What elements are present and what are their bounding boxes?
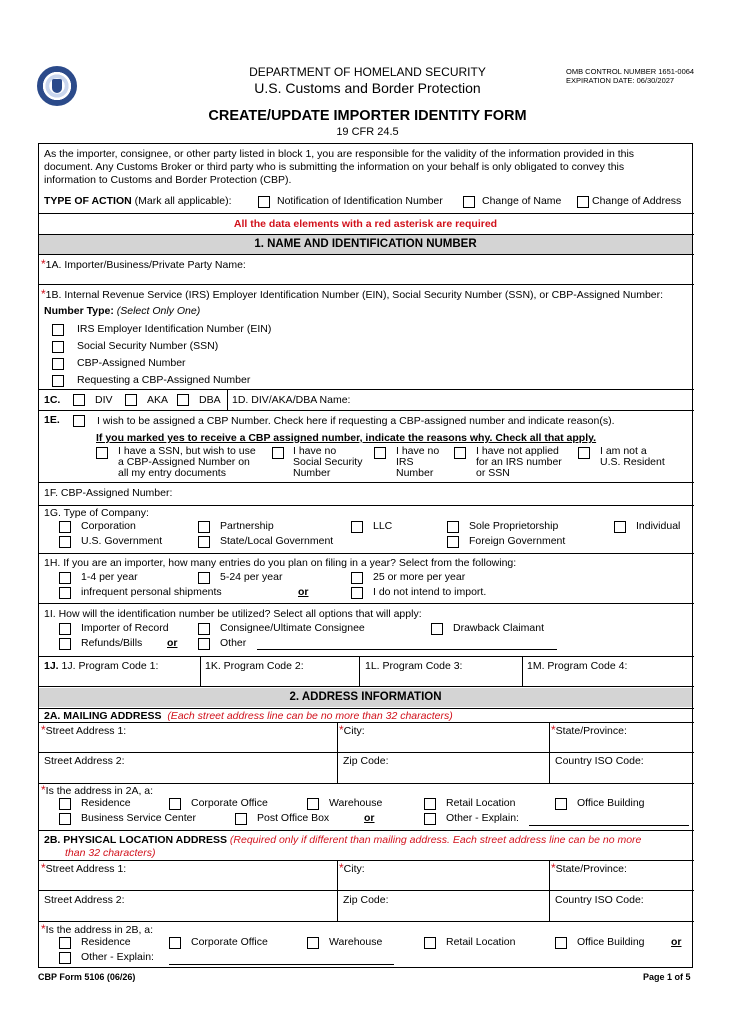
checkbox-consignee[interactable] xyxy=(198,623,210,635)
checkbox-refunds-bills[interactable] xyxy=(59,638,71,650)
checkbox-label: Foreign Government xyxy=(469,535,566,547)
intro-text: information to Customs and Border Protection (CBP). xyxy=(44,174,292,186)
checkbox-label: AKA xyxy=(147,394,169,406)
checkbox-label: Importer of Record xyxy=(81,622,169,634)
physical-state-label: *State/Province: xyxy=(551,861,627,875)
or-label: or xyxy=(364,812,375,824)
checkbox-label: Change of Address xyxy=(592,195,682,207)
q1h-label: 1H. If you are an importer, how many entries do you plan on filing in a year? Select from the following: xyxy=(44,557,517,569)
is-2a-label: *Is the address in 2A, a: xyxy=(41,783,154,797)
q2b-label: 2B. PHYSICAL LOCATION ADDRESS (Required only if different than mailing address. Each street address line can be no more xyxy=(44,834,642,846)
agency-name: U.S. Customs and Border Protection xyxy=(254,80,481,96)
q1g-label: 1G. Type of Company: xyxy=(44,507,149,519)
checkbox-label: Residence xyxy=(81,936,131,948)
is-2b-label: *Is the address in 2B, a: xyxy=(41,922,154,936)
q1k-label: 1K. Program Code 2: xyxy=(205,660,304,672)
checkbox-label: Corporate Office xyxy=(191,936,268,948)
checkbox-2a-business-service[interactable] xyxy=(59,813,71,825)
checkbox-label: CBP-Assigned Number xyxy=(77,357,186,369)
checkbox-label: Consignee/Ultimate Consignee xyxy=(220,622,365,634)
checkbox-change-address[interactable] xyxy=(577,196,589,208)
checkbox-llc[interactable] xyxy=(351,521,363,533)
checkbox-label: DIV xyxy=(95,394,113,406)
checkbox-label: Change of Name xyxy=(482,195,562,207)
form-number: CBP Form 5106 (06/26) xyxy=(38,972,136,982)
checkbox-do-not-import[interactable] xyxy=(351,587,363,599)
checkbox-2a-corporate-office[interactable] xyxy=(169,798,181,810)
number-type-label: Number Type: (Select Only One) xyxy=(44,305,201,317)
checkbox-label: Warehouse xyxy=(329,936,383,948)
checkbox-request-cbp-number[interactable] xyxy=(73,415,85,427)
q1i-label: 1I. How will the identification number be utilized? Select all options that will apply: xyxy=(44,608,422,620)
required-note: All the data elements with a red asterisk are required xyxy=(233,218,498,230)
checkbox-importer-of-record[interactable] xyxy=(59,623,71,635)
checkbox-notification[interactable] xyxy=(258,196,270,208)
physical-street2-label: Street Address 2: xyxy=(44,894,125,906)
checkbox-2a-po-box[interactable] xyxy=(235,813,247,825)
checkbox-ein[interactable] xyxy=(52,324,64,336)
checkbox-label: Other xyxy=(220,637,247,649)
physical-city-label: *City: xyxy=(339,861,365,875)
checkbox-label: I do not intend to import. xyxy=(373,586,487,598)
checkbox-partnership[interactable] xyxy=(198,521,210,533)
checkbox-change-name[interactable] xyxy=(463,196,475,208)
checkbox-aka[interactable] xyxy=(125,394,137,406)
checkbox-label: 5-24 per year xyxy=(220,571,283,583)
q1a-label: *1A. Importer/Business/Private Party Name: xyxy=(41,257,246,271)
page-number: Page 1 of 5 xyxy=(643,972,691,982)
checkbox-reason-ssn-use-cbp[interactable] xyxy=(96,447,108,459)
checkbox-sole-proprietorship[interactable] xyxy=(447,521,459,533)
checkbox-foreign-government[interactable] xyxy=(447,536,459,548)
q1m-label: 1M. Program Code 4: xyxy=(527,660,628,672)
checkbox-reason-not-us-resident[interactable] xyxy=(578,447,590,459)
other-use-input-line[interactable] xyxy=(257,649,557,650)
section-1-heading: 1. NAME AND IDENTIFICATION NUMBER xyxy=(39,235,692,254)
mailing-country-label: Country ISO Code: xyxy=(555,755,644,767)
checkbox-label: Requesting a CBP-Assigned Number xyxy=(77,374,251,386)
mailing-street2-label: Street Address 2: xyxy=(44,755,125,767)
reason-label: I have no IRS Number xyxy=(396,445,440,479)
reason-label: I have no Social Security Number xyxy=(293,445,363,479)
intro-text: document. Any Customs Broker or third party who is submitting the information on your behalf is only obligated to convey this xyxy=(44,161,625,173)
checkbox-2b-retail[interactable] xyxy=(424,937,436,949)
checkbox-corporation[interactable] xyxy=(59,521,71,533)
checkbox-label: Residence xyxy=(81,797,131,809)
physical-street1-label: *Street Address 1: xyxy=(41,861,127,875)
checkbox-label: infrequent personal shipments xyxy=(81,586,222,598)
type-of-action-label: TYPE OF ACTION (Mark all applicable): xyxy=(44,195,232,207)
reason-label: I have not applied for an IRS number or SSN xyxy=(476,445,562,479)
checkbox-label: Retail Location xyxy=(446,936,516,948)
q2a-label: 2A. MAILING ADDRESS (Each street address line can be no more than 32 characters) xyxy=(44,710,453,722)
department-name: DEPARTMENT OF HOMELAND SECURITY xyxy=(249,65,486,79)
checkbox-label: Other - Explain: xyxy=(81,951,154,963)
or-label: or xyxy=(671,936,682,948)
checkbox-2b-corporate-office[interactable] xyxy=(169,937,181,949)
or-label: or xyxy=(298,586,309,598)
q2b-note-cont: than 32 characters) xyxy=(65,847,156,859)
checkbox-infrequent[interactable] xyxy=(59,587,71,599)
checkbox-label: U.S. Government xyxy=(81,535,163,547)
checkbox-reason-not-applied[interactable] xyxy=(454,447,466,459)
form-title: CREATE/UPDATE IMPORTER IDENTITY FORM xyxy=(208,108,527,124)
checkbox-requesting-cbp[interactable] xyxy=(52,375,64,387)
q1e-note: If you marked yes to receive a CBP assigned number, indicate the reasons why. Check all that apply. xyxy=(96,432,597,444)
checkbox-label: Post Office Box xyxy=(257,812,330,824)
checkbox-div[interactable] xyxy=(73,394,85,406)
checkbox-1-4-per-year[interactable] xyxy=(59,572,71,584)
checkbox-dba[interactable] xyxy=(177,394,189,406)
form-body xyxy=(38,143,693,968)
checkbox-label: Office Building xyxy=(577,936,645,948)
checkbox-us-government[interactable] xyxy=(59,536,71,548)
checkbox-label: Drawback Claimant xyxy=(453,622,545,634)
omb-info: OMB CONTROL NUMBER 1651-0064 EXPIRATION DATE: 06/30/2027 xyxy=(566,67,695,85)
checkbox-2b-other[interactable] xyxy=(59,952,71,964)
checkbox-5-24-per-year[interactable] xyxy=(198,572,210,584)
mailing-city-label: *City: xyxy=(339,723,365,737)
2b-other-explain-line[interactable] xyxy=(169,964,394,965)
checkbox-individual[interactable] xyxy=(614,521,626,533)
q1b-label: *1B. Internal Revenue Service (IRS) Employer Identification Number (EIN), Social Security Number (SSN), or CBP-Assigned Number: xyxy=(41,287,664,301)
checkbox-label: DBA xyxy=(199,394,221,406)
cfr-reference: 19 CFR 24.5 xyxy=(336,126,399,138)
checkbox-label: State/Local Government xyxy=(220,535,334,547)
q1j-label: 1J. 1J. Program Code 1: xyxy=(44,660,159,672)
checkbox-2a-warehouse[interactable] xyxy=(307,798,319,810)
2a-other-explain-line[interactable] xyxy=(529,825,689,826)
checkbox-state-local-government[interactable] xyxy=(198,536,210,548)
checkbox-label: 25 or more per year xyxy=(373,571,466,583)
checkbox-label: Partnership xyxy=(220,520,274,532)
reason-label: I have a SSN, but wish to use a CBP-Assigned Number on all my entry documents xyxy=(118,445,256,479)
checkbox-cbp-number[interactable] xyxy=(52,358,64,370)
checkbox-label: Notification of Identification Number xyxy=(277,195,443,207)
checkbox-label: 1-4 per year xyxy=(81,571,138,583)
checkbox-label: LLC xyxy=(373,520,393,532)
physical-zip-label: Zip Code: xyxy=(343,894,389,906)
checkbox-label: Retail Location xyxy=(446,797,516,809)
checkbox-2a-other[interactable] xyxy=(424,813,436,825)
checkbox-label: Corporate Office xyxy=(191,797,268,809)
physical-country-label: Country ISO Code: xyxy=(555,894,644,906)
checkbox-2b-residence[interactable] xyxy=(59,937,71,949)
checkbox-label: Individual xyxy=(636,520,681,532)
checkbox-2b-office-building[interactable] xyxy=(555,937,567,949)
checkbox-label: IRS Employer Identification Number (EIN) xyxy=(77,323,272,335)
checkbox-label: Warehouse xyxy=(329,797,383,809)
checkbox-label: Other - Explain: xyxy=(446,812,519,824)
checkbox-label: Business Service Center xyxy=(81,812,196,824)
mailing-state-label: *State/Province: xyxy=(551,723,627,737)
checkbox-2a-residence[interactable] xyxy=(59,798,71,810)
checkbox-drawback-claimant[interactable] xyxy=(431,623,443,635)
reason-label: I am not a U.S. Resident xyxy=(600,445,665,468)
q1f-label: 1F. CBP-Assigned Number: xyxy=(44,487,173,499)
checkbox-2a-office-building[interactable] xyxy=(555,798,567,810)
checkbox-reason-no-ssn[interactable] xyxy=(272,447,284,459)
q1e-text: I wish to be assigned a CBP Number. Check here if requesting a CBP-assigned number and indicate reason(s). xyxy=(97,415,615,427)
checkbox-label: Social Security Number (SSN) xyxy=(77,340,219,352)
checkbox-reason-no-irs[interactable] xyxy=(374,447,386,459)
q1e-label: 1E. xyxy=(44,414,60,426)
checkbox-label: Refunds/Bills xyxy=(81,637,143,649)
or-label: or xyxy=(167,637,178,649)
checkbox-2b-warehouse[interactable] xyxy=(307,937,319,949)
checkbox-label: Corporation xyxy=(81,520,136,532)
checkbox-25-or-more[interactable] xyxy=(351,572,363,584)
checkbox-other-use[interactable] xyxy=(198,638,210,650)
checkbox-ssn[interactable] xyxy=(52,341,64,353)
checkbox-2a-retail[interactable] xyxy=(424,798,436,810)
q1d-label: 1D. DIV/AKA/DBA Name: xyxy=(232,394,351,406)
section-2-heading: 2. ADDRESS INFORMATION xyxy=(39,688,692,707)
mailing-street1-label: *Street Address 1: xyxy=(41,723,127,737)
mailing-zip-label: Zip Code: xyxy=(343,755,389,767)
checkbox-label: Sole Proprietorship xyxy=(469,520,559,532)
q1l-label: 1L. Program Code 3: xyxy=(365,660,463,672)
q1c-label: 1C. xyxy=(44,394,61,406)
checkbox-label: Office Building xyxy=(577,797,645,809)
intro-text: As the importer, consignee, or other party listed in block 1, you are responsible for the validity of the information provided in this xyxy=(44,148,635,160)
